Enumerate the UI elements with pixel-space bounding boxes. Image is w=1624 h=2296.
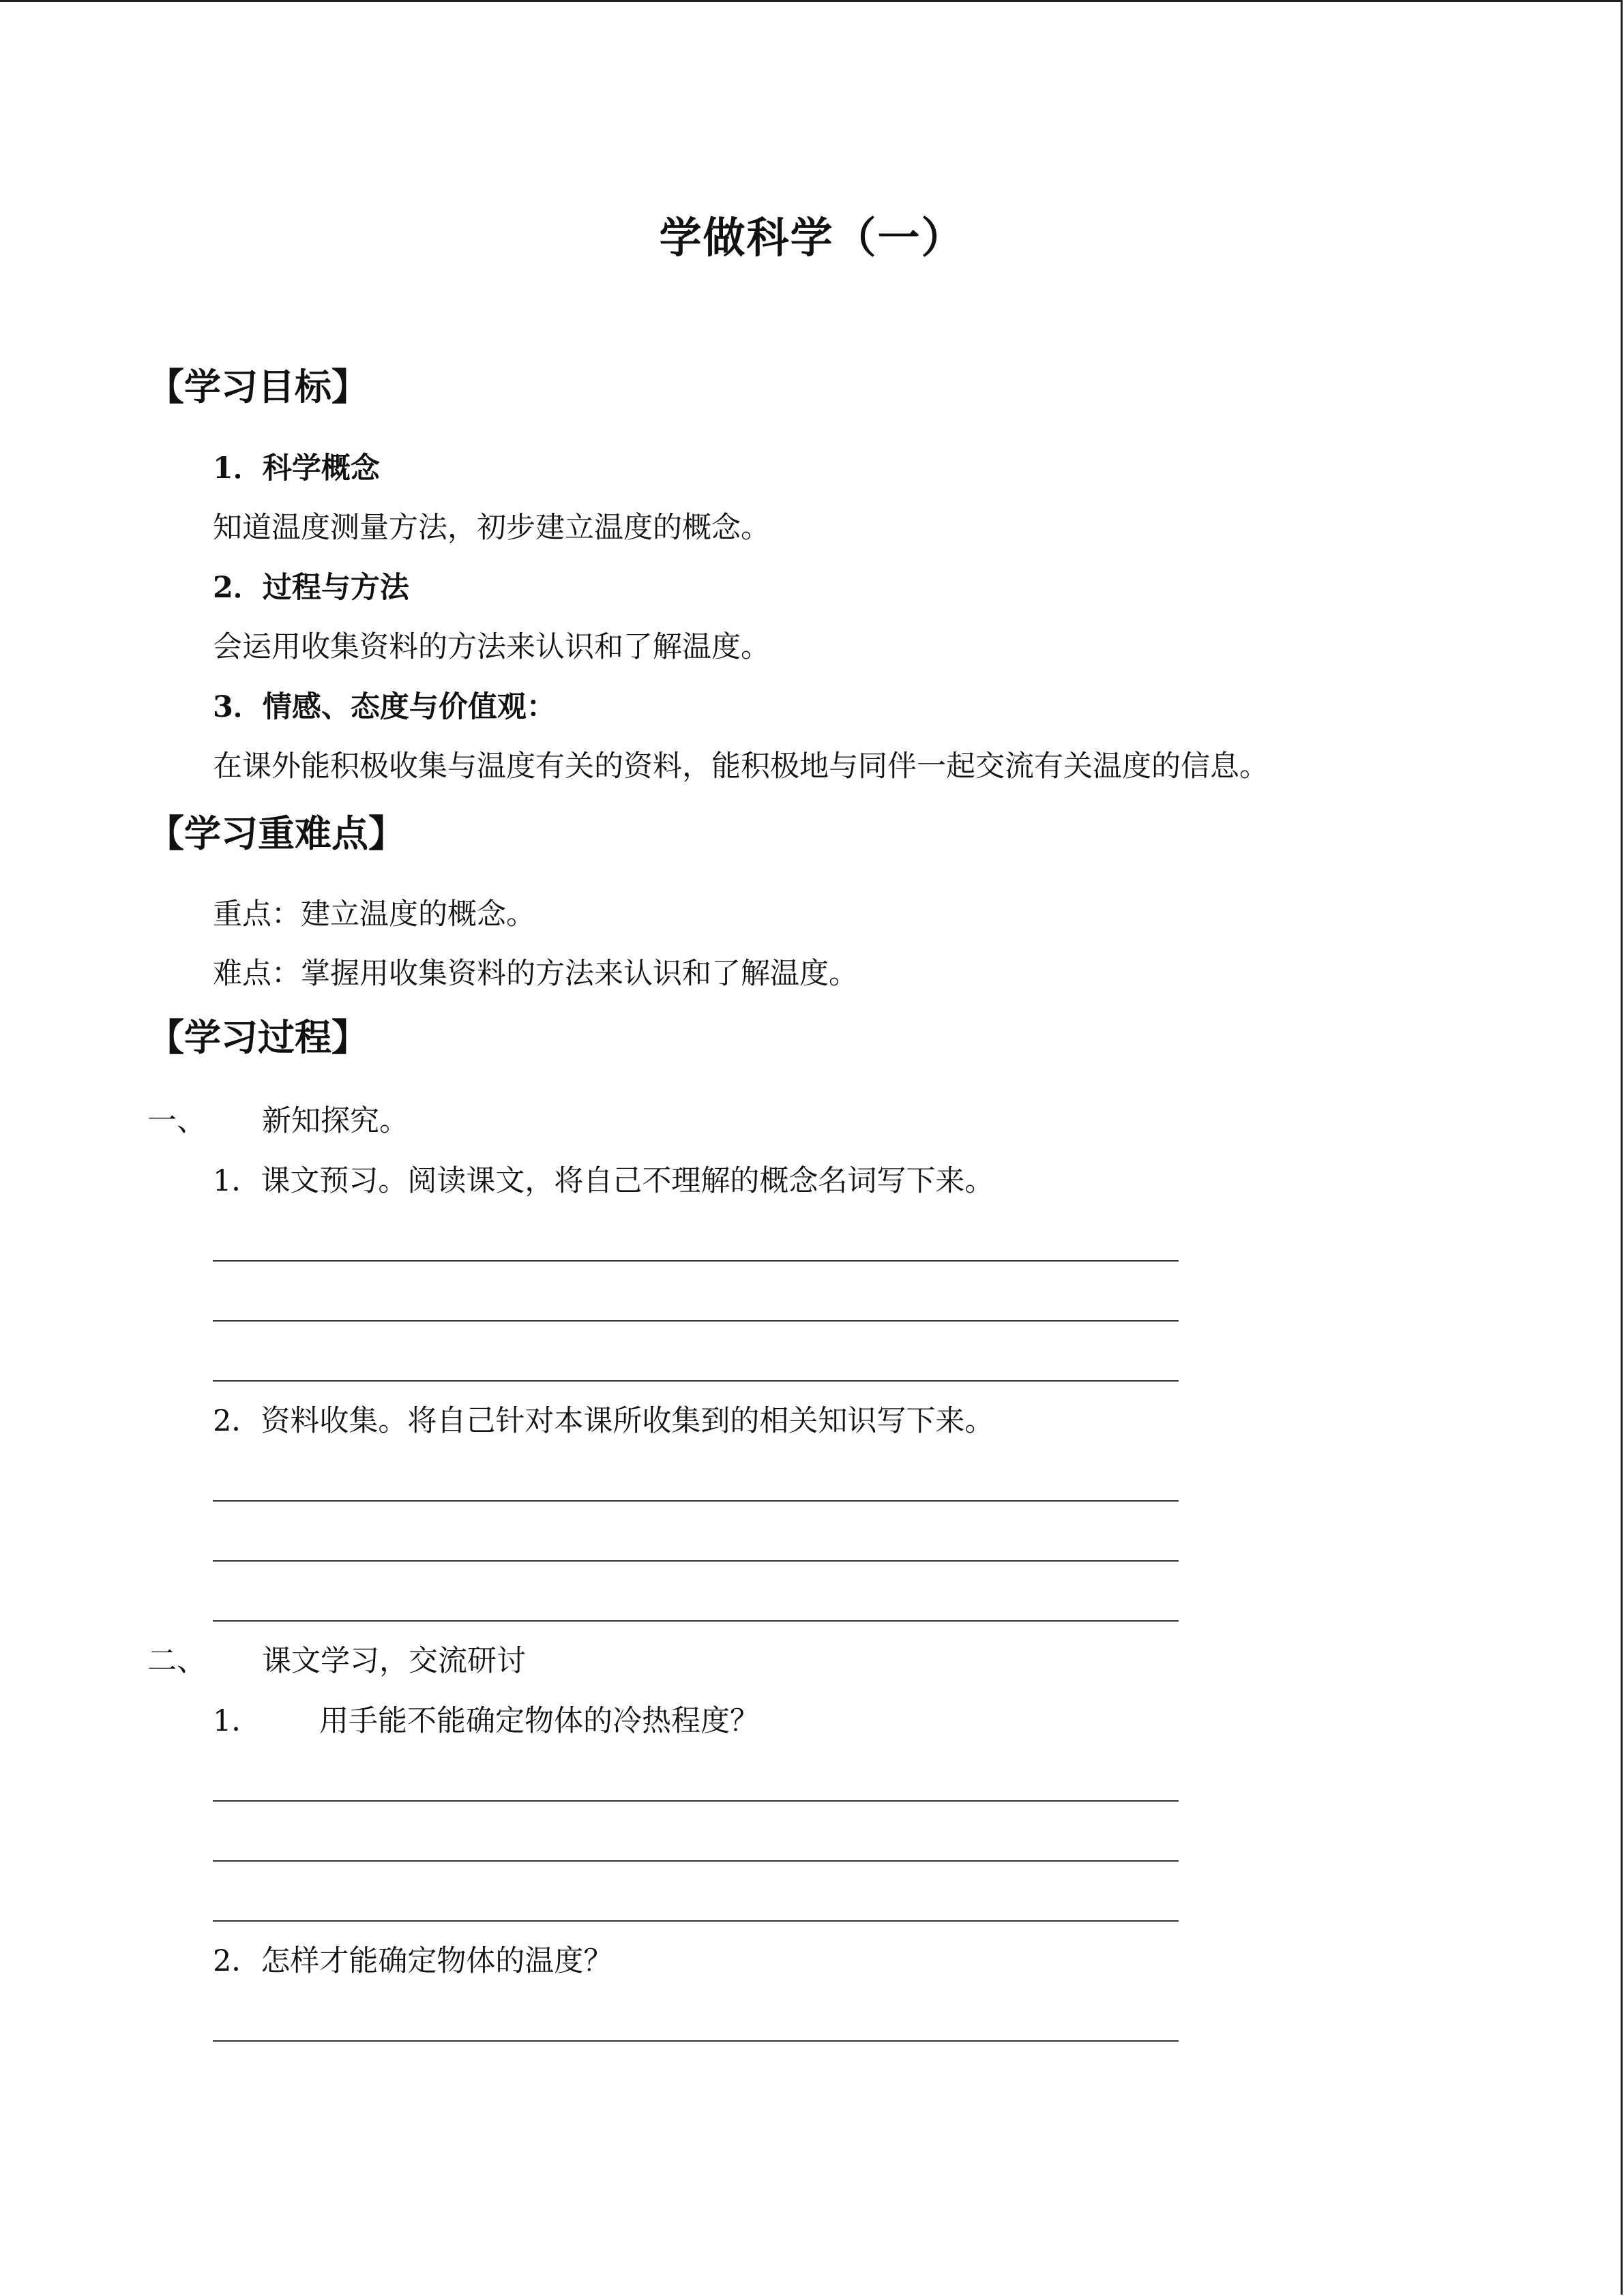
- objective-1-text: 知道温度测量方法，初步建立温度的概念。: [213, 511, 770, 545]
- answer-line[interactable]: [213, 1920, 1179, 1922]
- part-2-question-2: 2．怎样才能确定物体的温度？: [213, 1944, 613, 1978]
- answer-line[interactable]: [213, 1560, 1179, 1562]
- objective-3-text: 在课外能积极收集与温度有关的资料，能积极地与同伴一起交流有关温度的信息。: [213, 749, 1269, 784]
- process-heading: 【学习过程】: [147, 1015, 368, 1059]
- part-2-number: 二、: [147, 1644, 206, 1678]
- page-title: 学做科学（一）: [659, 213, 965, 263]
- difficult-point-text: 难点：掌握用收集资料的方法来认识和了解温度。: [213, 957, 858, 991]
- part-2-question-1: 用手能不能确定物体的冷热程度？: [319, 1704, 759, 1738]
- answer-line[interactable]: [213, 1860, 1179, 1862]
- answer-line[interactable]: [213, 1800, 1179, 1802]
- answer-line[interactable]: [213, 1500, 1179, 1502]
- part-2-title: 课文学习，交流研讨: [262, 1644, 526, 1678]
- objectives-heading: 【学习目标】: [147, 365, 368, 408]
- answer-line[interactable]: [213, 1620, 1179, 1622]
- part-1-number: 一、: [147, 1104, 206, 1138]
- answer-line[interactable]: [213, 1380, 1179, 1382]
- objective-2-text: 会运用收集资料的方法来认识和了解温度。: [213, 630, 770, 664]
- answer-line[interactable]: [213, 2040, 1179, 2042]
- objective-1-label: 1．科学概念: [213, 451, 380, 486]
- key-points-heading: 【学习重难点】: [147, 811, 405, 855]
- part-2-question-1-number: 1．: [213, 1704, 261, 1738]
- answer-line[interactable]: [213, 1320, 1179, 1322]
- answer-line[interactable]: [213, 1260, 1179, 1262]
- objective-2-label: 2．过程与方法: [213, 571, 409, 605]
- part-1-title: 新知探究。: [262, 1104, 409, 1138]
- key-point-text: 重点：建立温度的概念。: [213, 897, 535, 931]
- part-1-question-2: 2．资料收集。将自己针对本课所收集到的相关知识写下来。: [213, 1404, 994, 1438]
- objective-3-label: 3．情感、态度与价值观：: [213, 690, 556, 724]
- part-1-question-1: 1．课文预习。阅读课文，将自己不理解的概念名词写下来。: [213, 1164, 994, 1198]
